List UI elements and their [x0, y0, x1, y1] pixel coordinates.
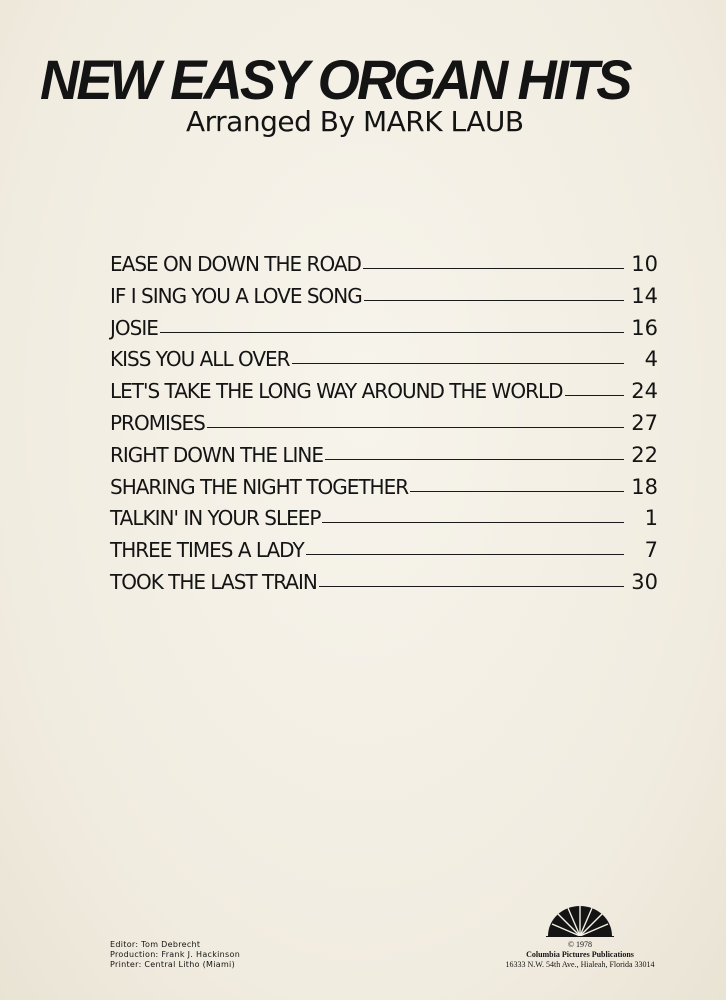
toc-entry: [110, 316, 658, 348]
publisher-block: [495, 904, 665, 970]
leader-line: [410, 491, 624, 492]
page-number: 14: [631, 283, 658, 308]
table-of-contents: [110, 252, 658, 602]
leader-line: [325, 459, 624, 460]
leader-line: [319, 586, 624, 587]
leader-line: [565, 395, 624, 396]
leader-line: [292, 363, 624, 364]
page-number: 24: [631, 379, 658, 404]
song-title: PROMISES: [110, 410, 205, 435]
printer-credit: Printer: Central Litho (Miami): [110, 960, 235, 969]
page-number: 22: [631, 442, 658, 467]
toc-entry: [110, 347, 658, 379]
toc-entry: [110, 411, 658, 443]
sunburst-logo-icon: [546, 904, 614, 938]
page-number: 16: [631, 315, 658, 340]
page-number: 7: [644, 538, 658, 563]
page-number: 27: [631, 410, 658, 435]
publisher-name: Columbia Pictures Publications: [526, 950, 634, 959]
toc-entry: [110, 252, 658, 284]
arranger-subtitle: Arranged By MARK LAUB: [186, 105, 524, 138]
leader-line: [322, 522, 624, 523]
song-title: RIGHT DOWN THE LINE: [110, 442, 324, 467]
song-title: IF I SING YOU A LOVE SONG: [110, 283, 362, 308]
page-number: 10: [631, 252, 658, 276]
song-title: EASE ON DOWN THE ROAD: [110, 252, 361, 276]
page-number: 30: [631, 569, 658, 594]
song-title: THREE TIMES A LADY: [110, 538, 304, 563]
leader-line: [306, 554, 624, 555]
page-number: 4: [644, 347, 658, 372]
leader-line: [207, 427, 624, 428]
toc-entry: [110, 506, 658, 538]
production-credit: Production: Frank J. Hackinson: [110, 950, 241, 959]
song-title: KISS YOU ALL OVER: [110, 347, 290, 372]
editor-credit: Editor: Tom Debrecht: [110, 940, 201, 949]
leader-line: [364, 300, 624, 301]
leader-line: [363, 268, 624, 269]
publisher-address: 16333 N.W. 54th Ave., Hialeah, Florida 33014: [505, 960, 655, 969]
copyright-line: © 1978: [567, 940, 593, 949]
page-title: NEW EASY ORGAN HITS: [40, 48, 630, 111]
toc-entry: [110, 570, 658, 602]
toc-entry: [110, 443, 658, 475]
song-title: JOSIE: [110, 315, 158, 340]
song-title: TOOK THE LAST TRAIN: [110, 569, 317, 594]
leader-line: [160, 332, 624, 333]
page-number: 18: [631, 474, 658, 499]
page-number: 1: [644, 506, 658, 531]
credits-block: [110, 940, 240, 970]
toc-entry: [110, 475, 658, 507]
song-title: SHARING THE NIGHT TOGETHER: [110, 474, 409, 499]
toc-entry: [110, 538, 658, 570]
toc-entry: [110, 379, 658, 411]
toc-entry: [110, 284, 658, 316]
song-title: LET'S TAKE THE LONG WAY AROUND THE WORLD: [110, 379, 563, 404]
song-title: TALKIN' IN YOUR SLEEP: [110, 506, 321, 531]
